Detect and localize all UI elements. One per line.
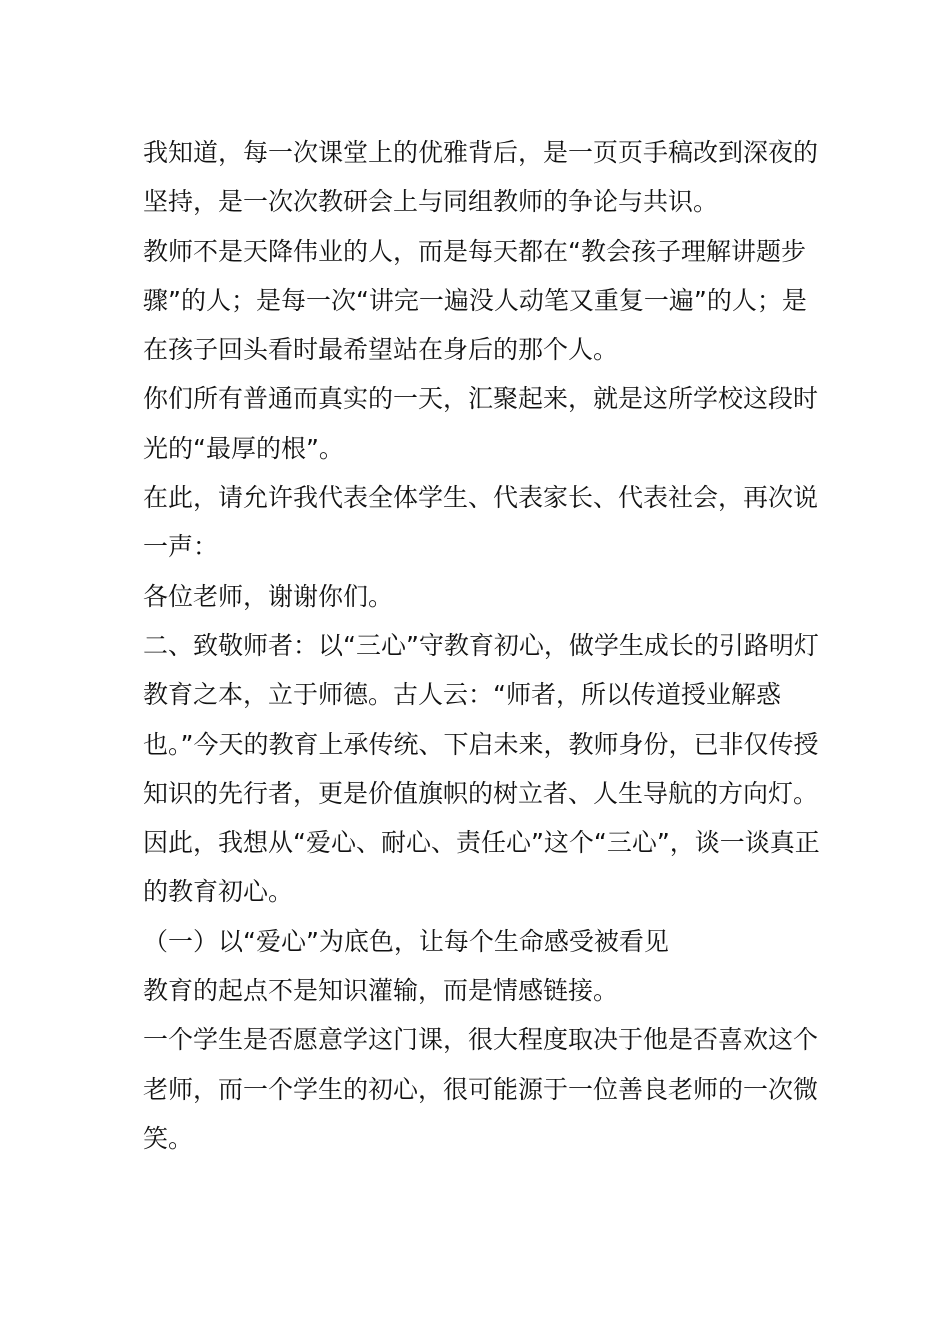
paragraph: 教育之本，立于师德。古人云：“师者，所以传道授业解惑也。”今天的教育上承传统、下启未来，教师身份，已非仅传授知识的先行者，更是价值旗帜的树立者、人生导航的方向灯。 [143, 680, 819, 808]
paragraph: 各位老师，谢谢你们。 [143, 581, 394, 611]
paragraph: 在此，请允许我代表全体学生、代表家长、代表社会，再次说一声： [143, 483, 819, 562]
paragraph: 你们所有普通而真实的一天，汇聚起来，就是这所学校这段时光的“最厚的根”。 [143, 384, 819, 463]
paragraph: 教育的起点不是知识灌输，而是情感链接。 [143, 976, 619, 1006]
section-heading: 二、致敬师者：以“三心”守教育初心，做学生成长的引路明灯 [143, 630, 819, 660]
paragraph: 因此，我想从“爱心、耐心、责任心”这个“三心”，谈一谈真正的教育初心。 [143, 828, 820, 907]
paragraph: 一个学生是否愿意学这门课，很大程度取决于他是否喜欢这个老师，而一个学生的初心，很可能源于一位善良老师的一次微笑。 [143, 1025, 819, 1153]
document-body [143, 128, 823, 1163]
paragraph: 教师不是天降伟业的人，而是每天都在“教会孩子理解讲题步骤”的人；是每一次“讲完一遍没人动笔又重复一遍”的人；是在孩子回头看时最希望站在身后的那个人。 [143, 236, 807, 365]
paragraph: 我知道，每一次课堂上的优雅背后，是一页页手稿改到深夜的坚持，是一次次教研会上与同组教师的争论与共识。 [143, 138, 819, 217]
subsection-heading: （一）以“爱心”为底色，让每个生命感受被看见 [143, 926, 669, 956]
